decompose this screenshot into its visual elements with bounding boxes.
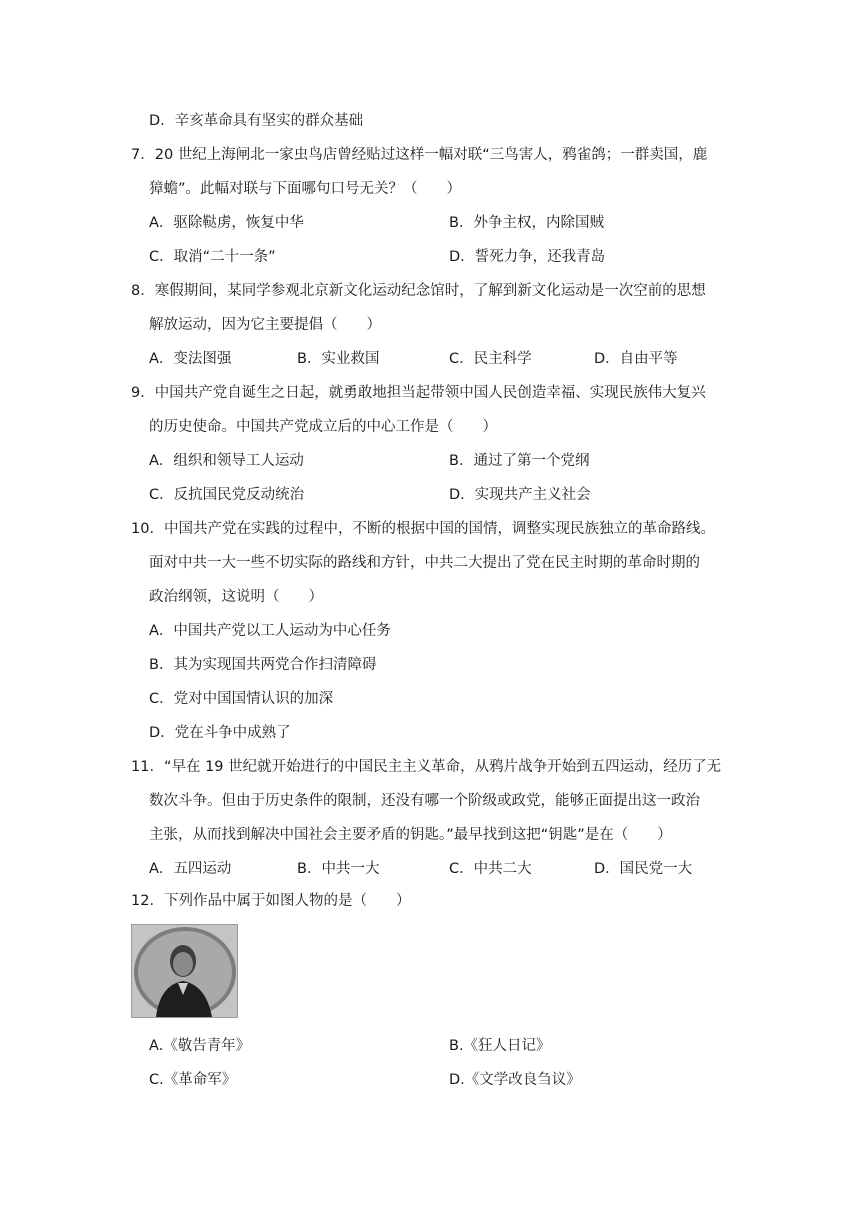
q11-stem-line1: 11．“早在 19 世纪就开始进行的中国民主主义革命，从鸦片战争开始到五四运动，经历了无	[131, 759, 722, 775]
q12-option-c: C.《革命军》	[149, 1072, 237, 1088]
q9-option-b: B．通过了第一个党纲	[449, 453, 590, 469]
q7-option-d: D．誓死力争，还我青岛	[449, 249, 606, 265]
q7-option-b: B．外争主权，内除国贼	[449, 215, 604, 231]
q10-stem-line1: 10．中国共产党在实践的过程中，不断的根据中国的国情，调整实现民族独立的革命路线。	[131, 521, 715, 537]
q11-option-b: B．中共一大	[297, 861, 380, 877]
q8-option-a: A．变法图强	[149, 351, 232, 367]
q12-stem-line1: 12．下列作品中属于如图人物的是（ ）	[131, 893, 411, 909]
q8-option-b: B．实业救国	[297, 351, 380, 367]
q11-option-d: D．国民党一大	[594, 861, 693, 877]
q9-option-c: C．反抗国民党反动统治	[149, 487, 305, 503]
q9-stem-line2: 的历史使命。中国共产党成立后的中心工作是（ ）	[149, 419, 497, 435]
q8-option-d: D．自由平等	[594, 351, 678, 367]
q10-option-c: C．党对中国国情认识的加深	[149, 691, 334, 707]
q6-option-d: D．辛亥革命具有坚实的群众基础	[149, 113, 364, 129]
q8-stem-line2: 解放运动，因为它主要提倡（ ）	[149, 317, 381, 333]
q9-option-a: A．组织和领导工人运动	[149, 453, 304, 469]
q7-stem-line1: 7．20 世纪上海闸北一家虫鸟店曾经贴过这样一幅对联“三鸟害人，鸦雀鸽；一群卖国，鹿	[131, 147, 708, 163]
q12-option-a: A.《敬告青年》	[149, 1038, 251, 1054]
q7-option-c: C．取消“二十一条”	[149, 249, 276, 265]
q11-option-a: A．五四运动	[149, 861, 232, 877]
q12-option-b: B.《狂人日记》	[449, 1038, 551, 1054]
q9-option-d: D．实现共产主义社会	[449, 487, 591, 503]
q12-option-d: D.《文学改良刍议》	[449, 1072, 581, 1088]
q10-option-b: B．其为实现国共两党合作扫清障碍	[149, 657, 377, 673]
q11-stem-line2: 数次斗争。但由于历史条件的限制，还没有哪一个阶级或政党，能够正面提出这一政治	[149, 793, 700, 809]
q10-option-a: A．中国共产党以工人运动为中心任务	[149, 623, 391, 639]
q10-option-d: D．党在斗争中成熟了	[149, 725, 291, 741]
q9-stem-line1: 9．中国共产党自诞生之日起，就勇敢地担当起带领中国人民创造幸福、实现民族伟大复兴	[131, 385, 706, 401]
q8-option-c: C．民主科学	[449, 351, 532, 367]
q10-stem-line3: 政治纲领，这说明（ ）	[149, 589, 323, 605]
q11-stem-line3: 主张，从而找到解决中国社会主要矛盾的钥匙。”最早找到这把“钥匙”是在（ ）	[149, 827, 672, 843]
q11-option-c: C．中共二大	[449, 861, 532, 877]
portrait-photo	[131, 924, 238, 1018]
q7-stem-line2: 獐蟾”。此幅对联与下面哪句口号无关？（ ）	[149, 181, 462, 197]
q7-option-a: A．驱除鞑虏，恢复中华	[149, 215, 304, 231]
q8-stem-line1: 8．寒假期间，某同学参观北京新文化运动纪念馆时，了解到新文化运动是一次空前的思想	[131, 283, 706, 299]
q10-stem-line2: 面对中共一大一些不切实际的路线和方针，中共二大提出了党在民主时期的革命时期的	[149, 555, 700, 571]
